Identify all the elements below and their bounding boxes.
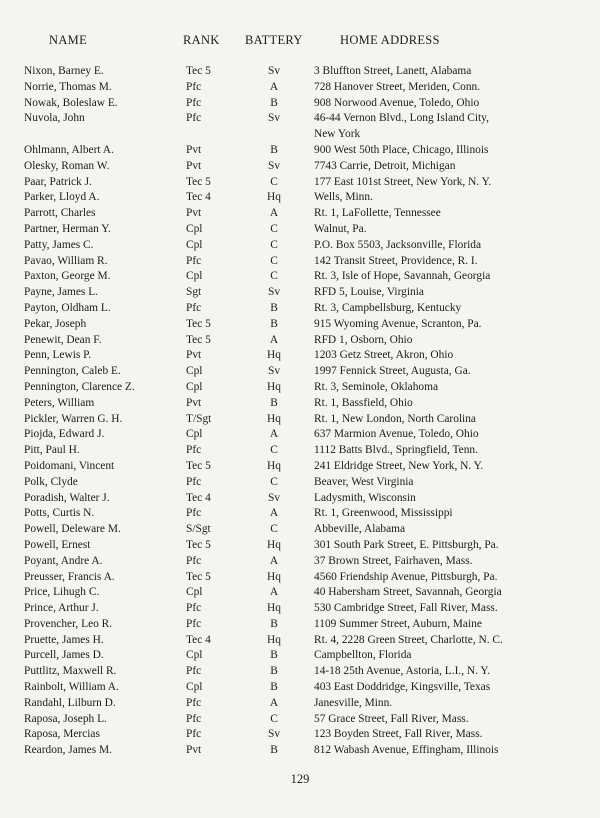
home-address: 177 East 101st Street, New York, N. Y. [314,175,492,188]
soldier-battery: Sv [267,65,281,77]
soldier-name: Pitt, Paul H. [24,444,80,457]
home-address: 728 Hanover Street, Meriden, Conn. [314,80,481,93]
soldier-name: Penewit, Dean F. [24,333,102,346]
soldier-battery: A [269,333,279,346]
soldier-rank: Pfc [186,475,202,488]
soldier-rank: Tec 4 [186,633,211,646]
soldier-name: Randahl, Lilburn D. [24,696,116,709]
roster-row [0,570,600,586]
soldier-rank: Tec 5 [186,175,211,188]
roster-row [0,364,600,380]
soldier-battery: B [270,301,278,314]
soldier-name: Nixon, Barney E. [24,65,104,77]
roster-row [0,712,600,728]
soldier-battery: Hq [267,412,281,425]
soldier-name: Rainbolt, William A. [24,681,119,694]
soldier-name: Partner, Herman Y. [24,222,111,235]
roster-row [0,475,600,491]
roster-row [0,111,600,143]
home-address: 530 Cambridge Street, Fall River, Mass. [314,602,498,615]
soldier-battery: Hq [267,349,281,362]
soldier-rank: Pfc [186,554,202,567]
soldier-name: Poidomani, Vincent [24,459,115,472]
home-address: 403 East Doddridge, Kingsville, Texas [314,681,491,694]
home-address: 37 Brown Street, Fairhaven, Mass. [314,554,473,567]
home-address: Campbellton, Florida [314,649,412,662]
soldier-rank: Pvt [186,396,202,409]
roster-row [0,601,600,617]
soldier-name: Poyant, Andre A. [24,554,103,567]
roster-row [0,506,600,522]
home-address: 1112 Batts Blvd., Springfield, Tenn. [314,444,478,457]
soldier-rank: Pvt [186,159,202,172]
soldier-battery: A [269,696,279,709]
soldier-name: Raposa, Joseph L. [24,712,107,725]
roster-row [0,317,600,333]
roster-row [0,238,600,254]
soldier-rank: Pvt [186,349,202,362]
soldier-name: Powell, Ernest [24,538,91,551]
soldier-rank: Pfc [186,728,202,741]
soldier-name: Paxton, George M. [24,270,111,283]
soldier-name: Pickler, Warren G. H. [24,412,123,425]
soldier-battery: A [269,207,279,220]
page-number: 129 [290,772,310,786]
roster-row [0,96,600,112]
soldier-battery: C [270,523,278,536]
home-address: 1203 Getz Street, Akron, Ohio [314,349,454,362]
header-rank: RANK [183,33,220,47]
home-address: 142 Transit Street, Providence, R. I. [314,254,478,267]
roster-row [0,538,600,554]
home-address: 4560 Friendship Avenue, Pittsburgh, Pa. [314,570,498,583]
roster-row [0,175,600,191]
soldier-name: Ohlmann, Albert A. [24,143,114,156]
soldier-name: Peters, William [24,396,95,409]
home-address: Wells, Minn. [314,191,373,204]
roster-row [0,696,600,712]
roster-row [0,648,600,664]
soldier-rank: Cpl [186,649,203,662]
soldier-rank: Tec 5 [186,570,211,583]
soldier-name: Nuvola, John [24,112,85,125]
home-address: Rt. 1, Greenwood, Mississippi [314,507,453,520]
roster-row [0,585,600,601]
home-address: Rt. 3, Isle of Hope, Savannah, Georgia [314,270,491,283]
soldier-battery: B [270,681,278,694]
soldier-battery: C [270,475,278,488]
roster-row [0,285,600,301]
soldier-rank: Tec 4 [186,191,211,204]
soldier-rank: Cpl [186,222,203,235]
soldier-rank: Pfc [186,254,202,267]
soldier-battery: Hq [267,191,281,204]
soldier-rank: Pfc [186,665,202,678]
home-address: 57 Grace Street, Fall River, Mass. [314,712,469,725]
soldier-rank: Pfc [186,444,202,457]
soldier-name: Payton, Oldham L. [24,301,111,314]
home-address: 46-44 Vernon Blvd., Long Island City, [314,112,489,125]
soldier-battery: Sv [267,365,281,378]
roster-row [0,617,600,633]
home-address: Rt. 3, Seminole, Oklahoma [314,380,439,393]
soldier-rank: Pvt [186,143,202,156]
roster-row [0,190,600,206]
soldier-name: Parker, Lloyd A. [24,191,100,204]
soldier-rank: Pfc [186,712,202,725]
soldier-rank: Pfc [186,301,202,314]
home-address: Rt. 1, Bassfield, Ohio [314,396,413,409]
soldier-name: Raposa, Mercias [24,728,100,741]
soldier-name: Piojda, Edward J. [24,428,105,441]
soldier-battery: A [269,80,279,93]
soldier-rank: Tec 4 [186,491,211,504]
soldier-name: Preusser, Francis A. [24,570,115,583]
column-headers [0,33,600,51]
home-address: 123 Boyden Street, Fall River, Mass. [314,728,483,741]
soldier-rank: Cpl [186,270,203,283]
soldier-battery: A [269,554,279,567]
roster-row [0,254,600,270]
soldier-battery: Sv [267,286,281,299]
soldier-name: Poradish, Walter J. [24,491,110,504]
soldier-battery: B [270,396,278,409]
roster-row [0,491,600,507]
header-battery: BATTERY [245,33,303,47]
soldier-battery: Sv [267,491,281,504]
soldier-rank: Pfc [186,507,202,520]
roster-row [0,427,600,443]
soldier-battery: C [270,175,278,188]
soldier-name: Powell, Deleware M. [24,523,121,536]
home-address: 241 Eldridge Street, New York, N. Y. [314,459,484,472]
soldier-rank: Tec 5 [186,333,211,346]
soldier-rank: Pfc [186,617,202,630]
soldier-rank: Pfc [186,602,202,615]
soldier-rank: Tec 5 [186,459,211,472]
soldier-rank: Cpl [186,238,203,251]
header-name: NAME [49,33,88,47]
soldier-name: Prince, Arthur J. [24,602,99,615]
soldier-name: Provencher, Leo R. [24,617,113,630]
home-address: P.O. Box 5503, Jacksonville, Florida [314,238,482,251]
roster-row [0,80,600,96]
soldier-battery: Hq [267,380,281,393]
home-address: 637 Marmion Avenue, Toledo, Ohio [314,428,479,441]
home-address: Ladysmith, Wisconsin [314,491,416,504]
home-address: 40 Habersham Street, Savannah, Georgia [314,586,502,599]
soldier-rank: T/Sgt [186,412,212,425]
soldier-battery: C [270,712,278,725]
soldier-name: Polk, Clyde [24,475,78,488]
soldier-battery: Sv [267,159,281,172]
roster-row [0,333,600,349]
home-address: Walnut, Pa. [314,222,367,235]
soldier-battery: Hq [267,570,281,583]
soldier-rank: Sgt [186,286,202,299]
roster-row [0,301,600,317]
roster-row [0,412,600,428]
home-address: Rt. 1, New London, North Carolina [314,412,476,425]
soldier-battery: Hq [267,602,281,615]
soldier-name: Price, Lihugh C. [24,586,100,599]
home-address: 812 Wabash Avenue, Effingham, Illinois [314,744,499,757]
soldier-rank: Tec 5 [186,65,211,77]
soldier-battery: C [270,222,278,235]
roster-row [0,522,600,538]
soldier-battery: C [270,254,278,267]
soldier-battery: B [270,665,278,678]
home-address: RFD 1, Osborn, Ohio [314,333,413,346]
soldier-rank: Tec 5 [186,317,211,330]
soldier-name: Patty, James C. [24,238,94,251]
header-home-address: HOME ADDRESS [340,33,440,47]
home-address: 908 Norwood Avenue, Toledo, Ohio [314,96,480,109]
soldier-rank: Cpl [186,380,203,393]
home-address: 1109 Summer Street, Auburn, Maine [314,617,482,630]
soldier-name: Parrott, Charles [24,207,96,220]
soldier-name: Payne, James L. [24,286,99,299]
soldier-battery: A [269,586,279,599]
home-address: 301 South Park Street, E. Pittsburgh, Pa. [314,538,499,551]
soldier-battery: Sv [267,728,281,741]
soldier-battery: B [270,649,278,662]
roster-row [0,159,600,175]
soldier-rank: Pfc [186,80,202,93]
soldier-name: Olesky, Roman W. [24,159,110,172]
home-address: 7743 Carrie, Detroit, Michigan [314,159,456,172]
home-address: 900 West 50th Place, Chicago, Illinois [314,143,489,156]
soldier-battery: Hq [267,538,281,551]
soldier-name: Pavao, William R. [24,254,108,267]
home-address: Rt. 4, 2228 Green Street, Charlotte, N. C. [314,633,503,646]
soldier-rank: Pfc [186,96,202,109]
roster-row [0,222,600,238]
home-address: RFD 5, Louise, Virginia [314,286,424,299]
home-address: Rt. 1, LaFollette, Tennessee [314,207,441,220]
soldier-battery: Sv [267,112,281,125]
roster-list [0,64,600,759]
soldier-name: Puttlitz, Maxwell R. [24,665,117,678]
roster-row [0,348,600,364]
home-address: 3 Bluffton Street, Lanett, Alabama [314,65,472,77]
soldier-rank: S/Sgt [186,523,211,536]
soldier-battery: A [269,428,279,441]
soldier-battery: Hq [267,459,281,472]
roster-row [0,459,600,475]
roster-row [0,64,600,80]
soldier-name: Penn, Lewis P. [24,349,92,362]
roster-row [0,554,600,570]
soldier-name: Norrie, Thomas M. [24,80,112,93]
soldier-name: Pennington, Caleb E. [24,365,121,378]
soldier-name: Nowak, Boleslaw E. [24,96,118,109]
soldier-battery: B [270,744,278,757]
home-address: Rt. 3, Campbellsburg, Kentucky [314,301,462,314]
soldier-rank: Cpl [186,681,203,694]
soldier-battery: A [269,507,279,520]
soldier-name: Purcell, James D. [24,649,104,662]
roster-row [0,269,600,285]
soldier-rank: Cpl [186,586,203,599]
soldier-rank: Pvt [186,744,202,757]
soldier-battery: B [270,96,278,109]
roster-row [0,206,600,222]
soldier-name: Reardon, James M. [24,744,112,757]
soldier-rank: Tec 5 [186,538,211,551]
soldier-name: Pruette, James H. [24,633,104,646]
soldier-name: Paar, Patrick J. [24,175,92,188]
home-address: Janesville, Minn. [314,696,393,709]
roster-row [0,743,600,759]
soldier-rank: Cpl [186,428,203,441]
home-address: Abbeville, Alabama [314,523,406,536]
home-address-continued: New York [314,128,361,141]
soldier-name: Pekar, Joseph [24,317,87,330]
roster-row [0,396,600,412]
soldier-rank: Pfc [186,112,202,125]
soldier-name: Pennington, Clarence Z. [24,380,135,393]
home-address: 915 Wyoming Avenue, Scranton, Pa. [314,317,482,330]
home-address: Beaver, West Virginia [314,475,414,488]
soldier-battery: C [270,444,278,457]
roster-row [0,143,600,159]
soldier-battery: B [270,617,278,630]
soldier-battery: B [270,317,278,330]
home-address: 1997 Fennick Street, Augusta, Ga. [314,365,471,378]
soldier-battery: C [270,238,278,251]
soldier-battery: B [270,143,278,156]
roster-row [0,664,600,680]
roster-row [0,680,600,696]
roster-row [0,380,600,396]
roster-row [0,633,600,649]
home-address: 14-18 25th Avenue, Astoria, L.I., N. Y. [314,665,491,678]
soldier-battery: Hq [267,633,281,646]
soldier-name: Potts, Curtis N. [24,507,95,520]
soldier-rank: Pvt [186,207,202,220]
soldier-rank: Pfc [186,696,202,709]
soldier-battery: C [270,270,278,283]
soldier-rank: Cpl [186,365,203,378]
roster-row [0,727,600,743]
roster-row [0,443,600,459]
